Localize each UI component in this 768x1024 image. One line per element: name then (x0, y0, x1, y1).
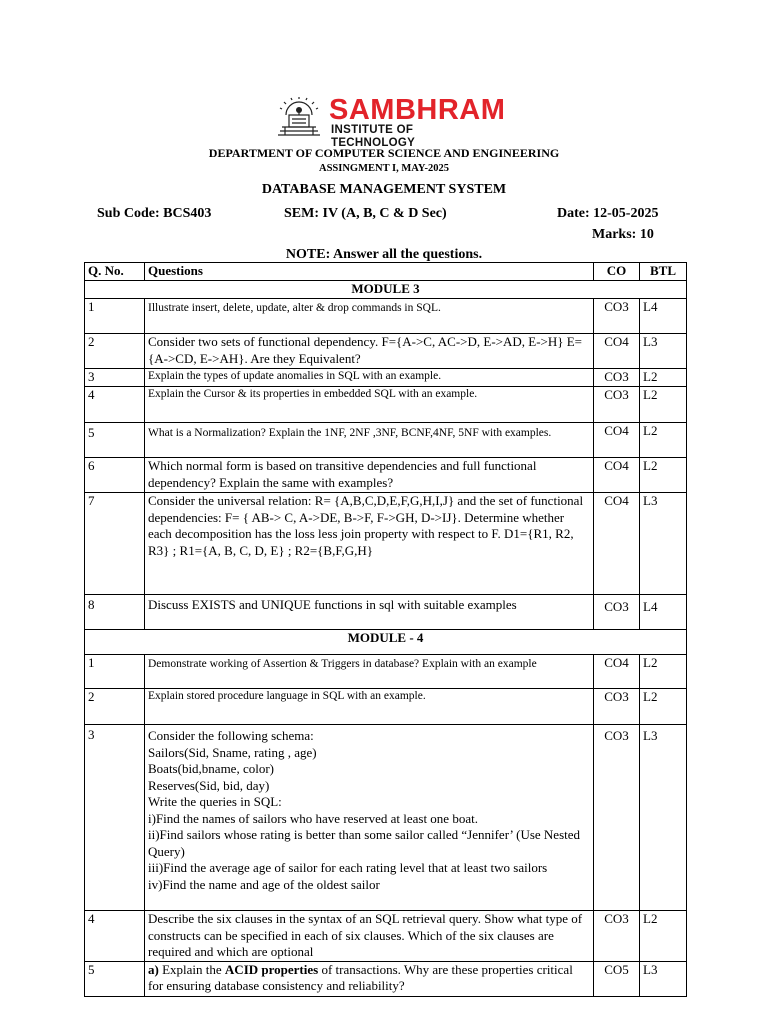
table-row (85, 689, 687, 725)
question-number: 7 (85, 493, 145, 595)
question-btl: L4 (640, 595, 687, 630)
table-row (85, 369, 687, 387)
question-text: Describe the six clauses in the syntax of an SQL retrieval query. Show what type of constructs can be specified in each of six clauses. Which of the six clauses are required and which are optional (145, 911, 594, 962)
question-text: Demonstrate working of Assertion & Triggers in database? Explain with an example (145, 655, 594, 689)
table-row (85, 458, 687, 493)
question-text: Explain the types of update anomalies in SQL with an example. (145, 369, 594, 387)
table-row (85, 595, 687, 630)
table-row (85, 299, 687, 334)
logo-subtitle: INSTITUTE OF TECHNOLOGY (331, 124, 416, 149)
module-3-title: MODULE 3 (85, 281, 687, 299)
question-number: 4 (85, 387, 145, 423)
question-co: CO4 (594, 423, 640, 458)
note: NOTE: Answer all the questions. (285, 247, 483, 262)
question-text: What is a Normalization? Explain the 1NF, 2NF ,3NF, BCNF,4NF, 5NF with examples. (145, 423, 594, 458)
question-line: ii)Find sailors whose rating is better than some sailor called “Jennifer’ (Use Nested Query) (148, 827, 581, 859)
question-co: CO3 (594, 387, 640, 423)
question-text: Consider the universal relation: R= {A,B,C,D,E,F,G,H,I,J} and the set of functional dependencies: F= { AB-> C, A->DE, B->F, F->GH, D->IJ}. Determine whether each decomposition has the loss less join property with respect to F. D1={R1, R2, R3} ; R1={A, B, C, D, E} ; R2={B,F,G,H} (145, 493, 594, 595)
question-btl: L3 (640, 334, 687, 369)
question-co: CO5 (594, 961, 640, 996)
question-co: CO4 (594, 493, 640, 595)
question-btl: L3 (640, 493, 687, 595)
question-bold-term: ACID properties (224, 961, 319, 977)
question-text-part: Explain the (158, 961, 225, 977)
question-line: Boats(bid,bname, color) (148, 761, 274, 776)
question-btl: L2 (640, 911, 687, 962)
marks: Marks: 10 (592, 227, 654, 242)
question-number: 2 (85, 689, 145, 725)
question-co: CO4 (594, 334, 640, 369)
college-logo (272, 94, 506, 149)
question-line: Write the queries in SQL: (148, 794, 282, 809)
question-btl: L2 (640, 458, 687, 493)
question-co: CO3 (594, 689, 640, 725)
table-header-row (85, 263, 687, 281)
question-text: Consider two sets of functional dependency. F={A->C, AC->D, E->AD, E->H} E= {A->CD, E->AH}. Are they Equivalent? (145, 334, 594, 369)
question-text (145, 725, 594, 911)
question-number: 2 (85, 334, 145, 369)
question-co: CO3 (594, 369, 640, 387)
question-number: 8 (85, 595, 145, 630)
module-4-row (85, 630, 687, 655)
question-btl: L2 (640, 369, 687, 387)
question-co: CO3 (594, 299, 640, 334)
emblem-icon (272, 95, 326, 139)
question-btl: L4 (640, 299, 687, 334)
question-number: 3 (85, 725, 145, 911)
semester: SEM: IV (A, B, C & D Sec) (284, 206, 447, 221)
question-btl: L3 (640, 961, 687, 996)
table-row (85, 655, 687, 689)
question-part-label: a) (148, 961, 159, 977)
exam-date: Date: 12-05-2025 (557, 206, 659, 221)
question-number: 6 (85, 458, 145, 493)
question-number: 1 (85, 655, 145, 689)
question-number: 5 (85, 961, 145, 996)
question-btl: L2 (640, 423, 687, 458)
question-text-part: of transactions. Why are these properties critical for ensuring database consistency and reliability? (148, 961, 573, 993)
sub-code: Sub Code: BCS403 (97, 206, 212, 221)
table-row (85, 725, 687, 911)
question-btl: L2 (640, 387, 687, 423)
header-questions: Questions (145, 263, 594, 281)
table-row (85, 911, 687, 962)
header-btl: BTL (640, 263, 687, 281)
question-line: Sailors(Sid, Sname, rating , age) (148, 744, 317, 760)
logo-name: SAMBHRAM (329, 94, 506, 126)
question-number: 4 (85, 911, 145, 962)
question-line: i)Find the names of sailors who have reserved at least one boat. (148, 810, 478, 826)
question-text: Explain the Cursor & its properties in embedded SQL with an example. (145, 387, 594, 423)
question-co: CO3 (594, 911, 640, 962)
question-line: Consider the following schema: (148, 728, 314, 743)
question-btl: L3 (640, 725, 687, 911)
question-line: iii)Find the average age of sailor for each rating level that at least two sailors (148, 860, 548, 875)
table-row (85, 423, 687, 458)
question-co: CO3 (594, 595, 640, 630)
question-number: 3 (85, 369, 145, 387)
question-btl: L2 (640, 689, 687, 725)
question-btl: L2 (640, 655, 687, 689)
table-row (85, 387, 687, 423)
question-text (145, 961, 594, 996)
question-co: CO4 (594, 655, 640, 689)
table-row (85, 334, 687, 369)
module-3-row (85, 281, 687, 299)
department-title: DEPARTMENT OF COMPUTER SCIENCE AND ENGINEERING (208, 146, 560, 160)
question-text: Which normal form is based on transitive dependencies and full functional dependency? Explain the same with examples? (145, 458, 594, 493)
question-text: Illustrate insert, delete, update, alter & drop commands in SQL. (145, 299, 594, 334)
question-table (84, 262, 687, 997)
question-line: Reserves(Sid, bid, day) (148, 777, 270, 793)
assignment-title: ASSINGMENT I, MAY-2025 (318, 163, 449, 174)
question-number: 1 (85, 299, 145, 334)
table-row (85, 493, 687, 595)
subject-title: DATABASE MANAGEMENT SYSTEM (261, 182, 507, 197)
question-co: CO4 (594, 458, 640, 493)
table-row (85, 961, 687, 996)
question-co: CO3 (594, 725, 640, 911)
module-4-title: MODULE - 4 (85, 630, 687, 655)
question-text: Explain stored procedure language in SQL with an example. (145, 689, 594, 725)
question-number: 5 (85, 423, 145, 458)
header-qno: Q. No. (85, 263, 145, 281)
question-line: iv)Find the name and age of the oldest sailor (148, 876, 380, 892)
question-text: Discuss EXISTS and UNIQUE functions in sql with suitable examples (145, 595, 594, 630)
header-co: CO (594, 263, 640, 281)
